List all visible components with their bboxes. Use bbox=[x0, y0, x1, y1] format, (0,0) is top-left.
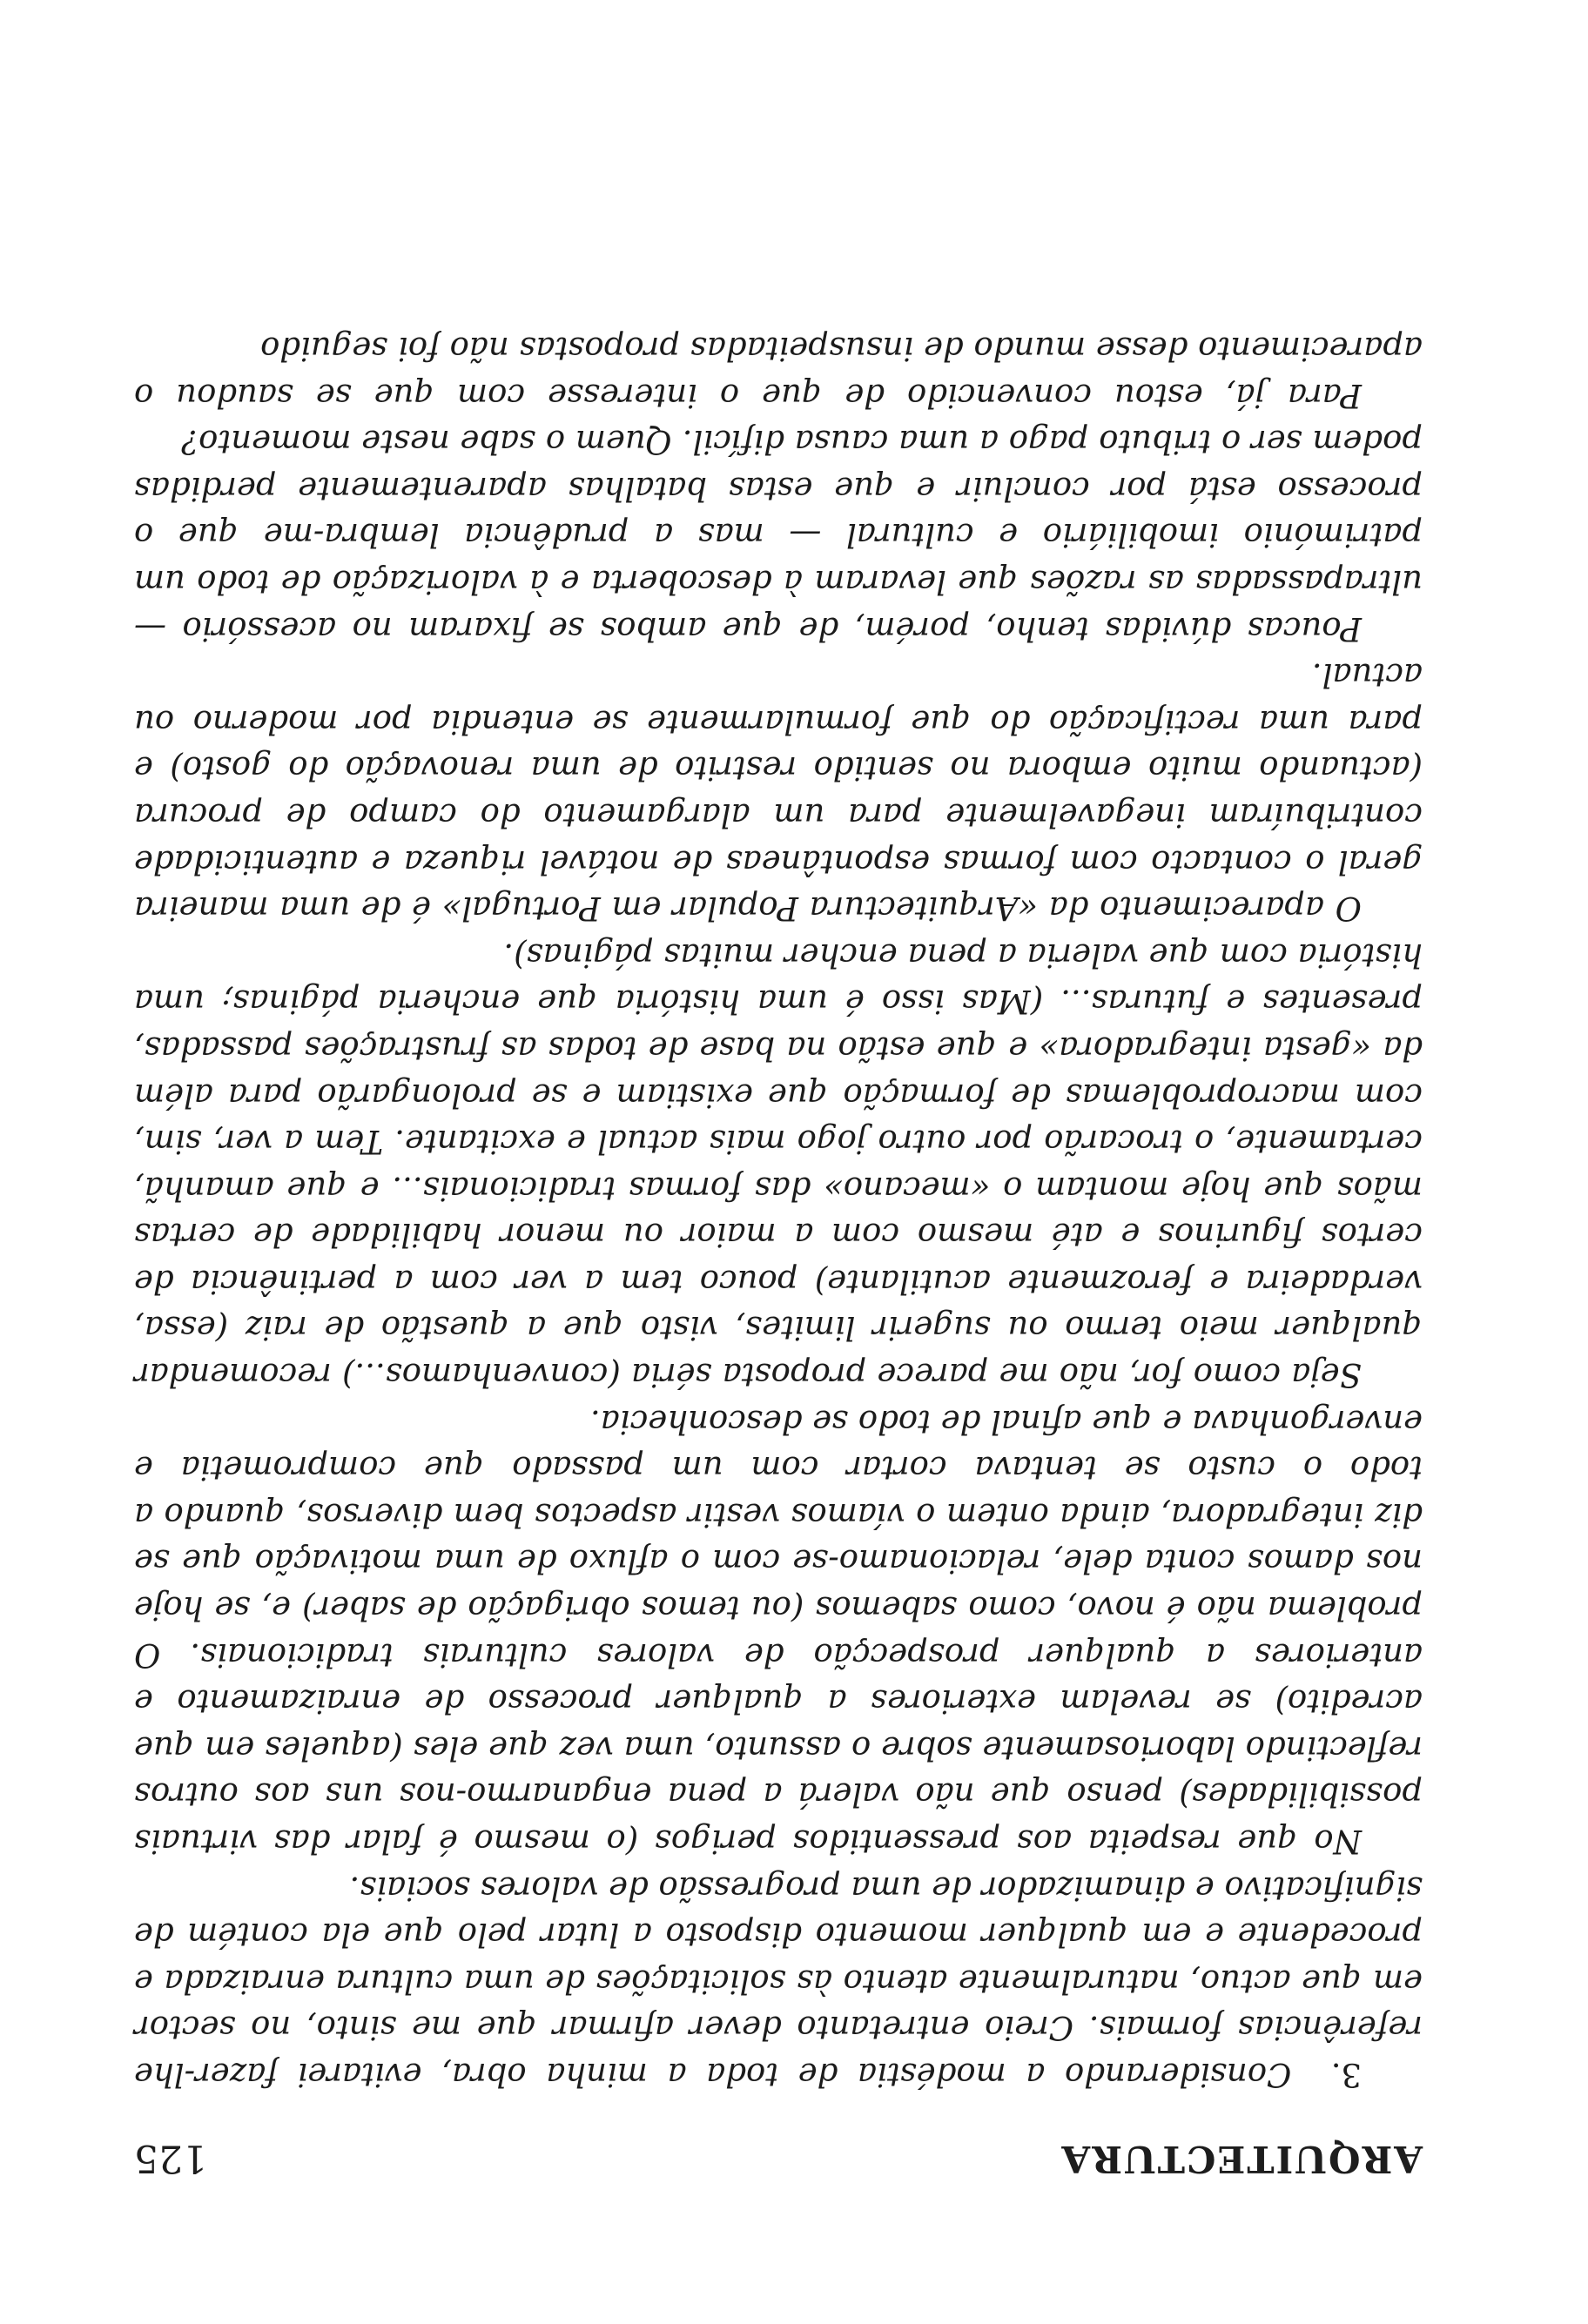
paragraph-text: Considerando a modéstia de toda a minha obra, evitarei fazer-lhe referências formais. Creio entretanto dever afirmar que me sinto, no sector em que actuo, naturalmente atento às solicitações de uma cultura enraizada e procedente e em qualquer momento disposto a lutar pelo que ela contém de significativo e dinamizador de uma progressão de valores sociais. bbox=[134, 1869, 1423, 2093]
paragraph: Seja como for, não me parece proposta séria (convenhamos...) recomendar qualquer meio termo ou sugerir limites, visto que a questão de raiz (essa, verdadeira e ferozmente acutilante) pouco tem a ver com a pertinência de certos figurinos e até mesmo com a maior ou menor habilidade de certas mãos que hoje montam o «mecano» das formas tradicionais... e que amanhã, certamente, o trocarão por outro jogo mais actual e excitante. Tem a ver, sim, com macroproblemas de formação que existiam e se prolongarão para além da «gesta integradora» e que estão na base de todas as frustrações passadas, presentes e futuras... (Mas isso é uma história que encheria páginas; uma história com que valeria a pena encher muitas páginas). bbox=[134, 936, 1423, 1394]
page-header bbox=[134, 2128, 1423, 2180]
paragraph: No que respeita aos pressentidos perigos (o mesmo é falar das virtuais possibilidades) penso que não valerá a pena enganarmo-nos uns aos outros reflectindo laboriosamente sobre o assunto, uma vez que eles (aqueles em que acredito) se revelam exteriores a qualquer processo de enraizamento e anteriores a qualquer prospecção de valores culturais tradicionais. O problema não é novo, como sabemos (ou temos obrigação de saber) e, se hoje nos damos conta dele, relacionamo-se com o afluxo de uma motivação que se diz integradora, ainda ontem o víamos vestir aspectos bem diversos, quando a todo o custo se tentava cortar com um passado que comprometia e envergonhava e que afinal de todo se desconhecia. bbox=[134, 1402, 1423, 1861]
paragraph: Poucas dúvidas tenho, porém, de que ambos se fixaram no acessório — ultrapassadas as razões que levaram à descoberta e à valorização de todo um património imobiliário e cultural — mas a prudência lembra-me que o processo está por concluir e que estas batalhas aparentemente perdidas podem ser o tributo pago a uma causa difícil. Quem o sabe neste momento? bbox=[134, 423, 1423, 648]
paragraph: O aparecimento da «Arquitectura Popular em Portugal» é de uma maneira geral o contacto com formas espontâneas de notável riqueza e autenticidade contribuíram inegavelmente para um alargamento do campo de procura (actuando muito embora no sentido restrito de uma renovação do gosto) e para uma rectificação do que formularmente se entendia por moderno ou actual. bbox=[134, 656, 1423, 928]
section-number: 3. bbox=[1330, 2056, 1362, 2093]
paragraph: Para já, estou convencido de que o interesse com que se saudou o aparecimento desse mundo de insuspeitadas propostas não foi seguido bbox=[134, 330, 1423, 414]
paragraph bbox=[134, 1864, 1423, 2098]
running-title: ARQUITECTURA bbox=[1060, 2138, 1423, 2180]
body-text bbox=[134, 325, 1423, 2098]
page-number: 125 bbox=[134, 2136, 207, 2180]
